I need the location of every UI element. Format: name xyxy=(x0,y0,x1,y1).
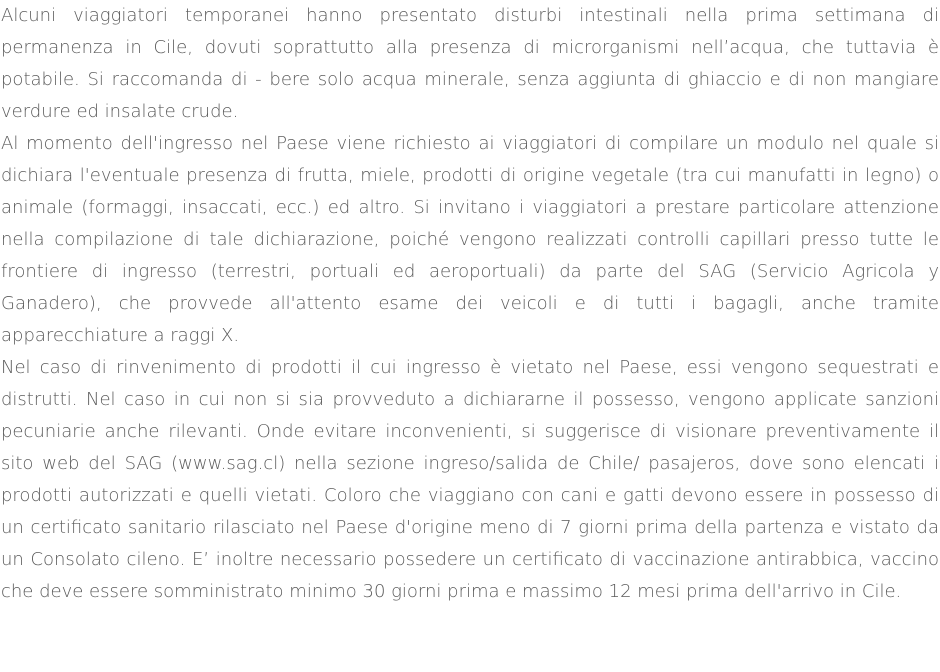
paragraph-intestinal-disturbances: Alcuni viaggiatori temporanei hanno presentato disturbi intestinali nella prima settimana di permanenza in Cile, dovuti soprattutto alla presenza di microrganismi nell’acqua, che tuttavia è potabile. Si raccomanda di - bere solo acqua minerale, senza aggiunta di ghiaccio e di non mangiare verdure ed insalate crude. xyxy=(1,5,939,122)
paragraph-entry-declaration: Al momento dell'ingresso nel Paese viene richiesto ai viaggiatori di compilare un modulo nel quale si dichiara l'eventuale presenza di frutta, miele, prodotti di origine vegetale (tra cui manufatti in legno) o animale (formaggi, insaccati, ecc.) ed altro. Si invitano i viaggiatori a prestare particolare attenzione nella compilazione di tale dichiarazione, poiché vengono realizzati controlli capillari presso tutte le frontiere di ingresso (terrestri, portuali ed aeroportuali) da parte del SAG (Servicio Agricola y Ganadero), che provvede all'attento esame dei veicoli e di tutti i bagagli, anche tramite apparecchiature a raggi X. xyxy=(1,133,939,346)
paragraph-confiscation-and-pets: Nel caso di rinvenimento di prodotti il cui ingresso è vietato nel Paese, essi vengono sequestrati e distrutti. Nel caso in cui non si sia provveduto a dichiararne il possesso, vengono applicate sanzioni pecuniarie anche rilevanti. Onde evitare inconvenienti, si suggerisce di visionare preventivamente il sito web del SAG (www.sag.cl) nella sezione ingreso/salida de Chile/ pasajeros, dove sono elencati i prodotti autorizzati e quelli vietati. Coloro che viaggiano con cani e gatti devono essere in possesso di un certificato sanitario rilasciato nel Paese d'origine meno di 7 giorni prima della partenza e vistato da un Consolato cileno. E’ inoltre necessario possedere un certificato di vaccinazione antirabbica, vaccino che deve essere somministrato minimo 30 giorni prima e massimo 12 mesi prima dell'arrivo in Cile. xyxy=(1,357,939,602)
